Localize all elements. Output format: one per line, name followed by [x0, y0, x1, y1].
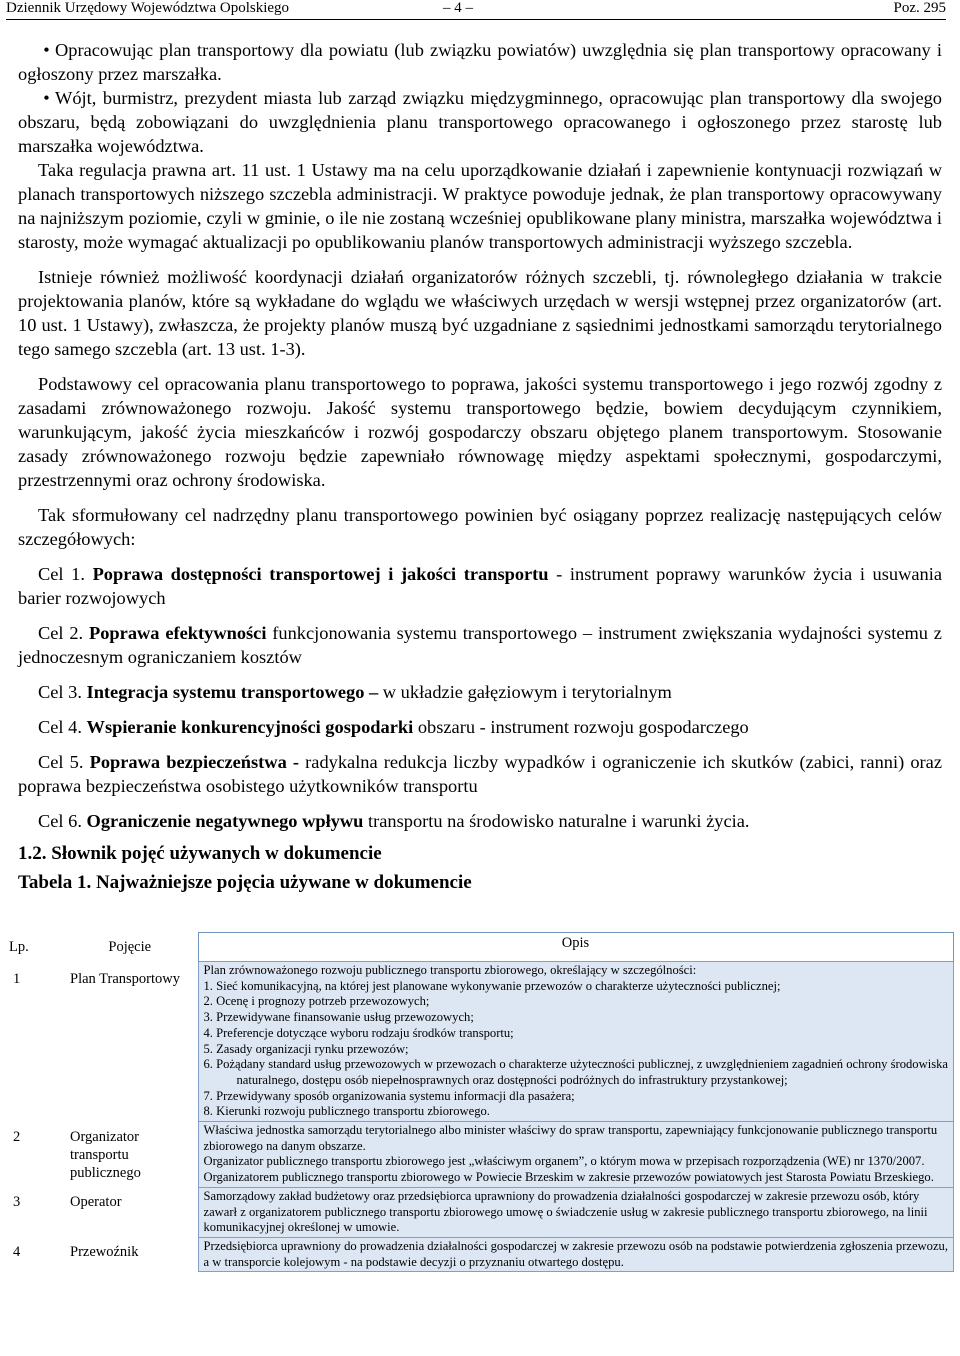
row-term: Operator	[70, 1194, 122, 1211]
row-term: Przewoźnik	[70, 1244, 139, 1261]
description-item: 1. Sieć komunikacyjną, na której jest planowane wykonywanie przewozów o charakterze użyteczności publicznej;	[203, 978, 781, 993]
goal-2	[18, 621, 942, 669]
paragraph-regulacja: Taka regulacja prawna art. 11 ust. 1 Ustawy ma na celu uporządkowanie działań i zapewnienie kontynuacji rozwiązań w planach transportowych niższego szczebla administracji. W praktyce powoduje jednak, że plan transportowy opracowywany na najniższym poziomie, czyli w gminie, o ile nie zostaną wcześniej opublikowane plany ministra, marszałka województwa i starosty, może wymagać aktualizacji po opublikowaniu planów transportowych administracji wyższego szczebla.	[18, 160, 942, 252]
table-row	[7, 1237, 953, 1271]
table-row	[7, 1187, 953, 1237]
table-header-row	[7, 933, 953, 962]
table-row	[7, 1122, 953, 1188]
row-number: 1	[13, 970, 21, 987]
goal-number: Cel 2.	[38, 623, 84, 643]
position-number: Poz. 295	[893, 0, 946, 16]
row-term: Plan Transportowy	[70, 970, 180, 987]
description-item: 5. Zasady organizacji rynku przewozów;	[203, 1041, 409, 1056]
goal-number: Cel 4.	[38, 717, 82, 737]
goal-title: Ograniczenie negatywnego wpływu	[86, 811, 364, 831]
goal-title: Wspieranie konkurencyjności gospodarki	[86, 717, 414, 737]
goal-description: obszaru - instrument rozwoju gospodarczego	[413, 717, 749, 737]
goal-description: radykalna redukcja liczby wypadków i ograniczenie ich skutków (zabici, ranni) oraz poprawa bezpieczeństwa osobistego użytkowników transportu	[18, 752, 942, 796]
paragraph-cel: Podstawowy cel opracowania planu transportowego to poprawa, jakości systemu transportowego i jego rozwój zgodny z zasadami zrównoważonego rozwoju. Jakość systemu transportowego będzie, bowiem decydującym czynnikiem, warunkującym, jakość życia mieszkańców i rozwój gospodarczy obszaru objętego planem transportowym. Stosowanie zasady zrównoważonego rozwoju będzie zapewniało równowagę między aspektami społecznymi, gospodarczymi, przestrzennymi oraz ochrony środowiska.	[18, 374, 942, 490]
paragraph-koordynacja: Istnieje również możliwość koordynacji działań organizatorów różnych szczebli, tj. równoległego działania w trakcie projektowania planów, które są wykładane do wglądu we właściwych urzędach w wersji wstępnej przez organizatorów (art. 10 ust. 1 Ustawy), zwłaszcza, że projekty planów muszą być uzgadniane z sąsiednimi jednostkami samorządu terytorialnego tego samego szczebla (art. 13 ust. 1-3).	[18, 267, 942, 359]
table-row	[7, 962, 953, 1122]
description-item: 4. Preferencje dotyczące wyboru rodzaju środków transportu;	[203, 1025, 514, 1040]
goal-number: Cel 3.	[38, 682, 82, 702]
bullet-text: Wójt, burmistrz, prezydent miasta lub zarząd związku międzygminnego, opracowując plan transportowy dla swojego obszaru, będą zobowiązani do uwzględnienia planu transportowego opracowanego i ogłoszonego przez starostę lub marszałka województwa.	[18, 88, 942, 156]
section-heading: 1.2. Słownik pojęć używanych w dokumencie	[18, 843, 382, 864]
description-line: Organizatorem publicznego transportu zbiorowego w Powiecie Brzeskim w zakresie przewozów powiatowych jest Starosta Powiatu Brzeskiego.	[203, 1170, 934, 1185]
document-body	[18, 38, 942, 895]
goal-4	[18, 715, 942, 739]
journal-title: Dziennik Urzędowy Województwa Opolskiego	[6, 0, 290, 16]
row-description	[198, 1187, 953, 1237]
row-number: 4	[13, 1244, 21, 1261]
column-header-pojecie: Pojęcie	[108, 938, 152, 955]
description-item: 6. Pożądany standard usług przewozowych w przewozach o charakterze użyteczności publicznej, z uwzględnieniem zagadnień ochrony środowiska naturalnego, dostępu osób niepełnosprawnych oraz dostępności podróżnych do infrastruktury przystankowej;	[203, 1057, 948, 1087]
glossary-table	[7, 932, 954, 1272]
page-number: – 4 –	[443, 0, 473, 16]
table-title: Tabela 1. Najważniejsze pojęcia używane w dokumencie	[18, 872, 472, 893]
goal-5	[18, 750, 942, 798]
row-description	[198, 1237, 953, 1271]
row-description	[198, 962, 953, 1122]
description-intro: Plan zrównoważonego rozwoju publicznego transportu zbiorowego, określający w szczególności:	[203, 963, 697, 977]
row-description	[198, 1122, 953, 1188]
description-item: 3. Przewidywane finansowanie usług przewozowych;	[203, 1010, 474, 1025]
row-term: Organizator transportu publicznego	[70, 1128, 141, 1181]
goal-title: Poprawa bezpieczeństwa -	[89, 752, 300, 772]
description-item: 8. Kierunki rozwoju publicznego transportu zbiorowego.	[203, 1104, 490, 1119]
column-header-opis: Opis	[198, 933, 953, 962]
goal-title: Poprawa efektywności	[89, 623, 267, 643]
bullet-paragraph-wojt	[18, 86, 942, 158]
description-item: 7. Przewidywany sposób organizowania systemu informacji dla pasażera;	[203, 1088, 575, 1103]
goal-description: - instrument poprawy warunków życia i usuwania barier rozwojowych	[18, 564, 942, 608]
goal-description: w układzie gałęziowym i terytorialnym	[378, 682, 672, 702]
goal-number: Cel 6.	[38, 811, 82, 831]
goal-number: Cel 5.	[38, 752, 84, 772]
goal-title: Integracja systemu transportowego –	[86, 682, 379, 702]
row-number: 2	[13, 1128, 21, 1145]
description-line: Przedsiębiorca uprawniony do prowadzenia działalności gospodarczej w zakresie przewozu osób na podstawie potwierdzenia zgłoszenia przewozu, a w transporcie kolejowym - na podstawie decyzji o przyznaniu otwartego dostępu.	[203, 1238, 948, 1269]
goal-number: Cel 1.	[38, 564, 85, 584]
page-header	[6, 0, 946, 18]
description-item: 2. Ocenę i prognozy potrzeb przewozowych;	[203, 994, 430, 1009]
column-header-lp: Lp.	[9, 938, 29, 955]
description-line: Samorządowy zakład budżetowy oraz przedsiębiorca uprawniony do prowadzenia działalności gospodarczej w zakresie przewozu osób, który zawarł z organizatorem publicznego transportu zbiorowego umowę o świadczenie usług w zakresie publicznego transportu zbiorowego, na linii komunikacyjnej określonej w umowie.	[203, 1188, 928, 1235]
goal-6	[18, 809, 942, 833]
goal-title: Poprawa dostępności transportowej i jakości transportu	[92, 564, 549, 584]
goal-3	[18, 680, 942, 704]
description-line: Właściwa jednostka samorządu terytorialnego albo minister właściwy do spraw transportu, zapewniający funkcjonowanie publicznego transportu zbiorowego na danym obszarze.	[203, 1123, 938, 1153]
bullet-text: Opracowując plan transportowy dla powiatu (lub związku powiatów) uwzględnia się plan transportowy opracowany i ogłoszony przez marszałka.	[18, 40, 942, 84]
bullet-paragraph-powiat	[18, 38, 942, 86]
paragraph-tak: Tak sformułowany cel nadrzędny planu transportowego powinien być osiągany poprzez realizację następujących celów szczegółowych:	[18, 505, 942, 549]
goal-description: funkcjonowania systemu transportowego – instrument zwiększania wydajności systemu z jednoczesnym ograniczaniem kosztów	[18, 623, 942, 667]
goal-1	[18, 562, 942, 610]
header-rule	[6, 19, 946, 20]
goal-description: transportu na środowisko naturalne i warunki życia.	[363, 811, 750, 831]
row-number: 3	[13, 1194, 21, 1211]
description-line: Organizator publicznego transportu zbiorowego jest „właściwym organem”, o którym mowa w przepisach rozporządzenia (WE) nr 1370/2007.	[203, 1154, 925, 1169]
